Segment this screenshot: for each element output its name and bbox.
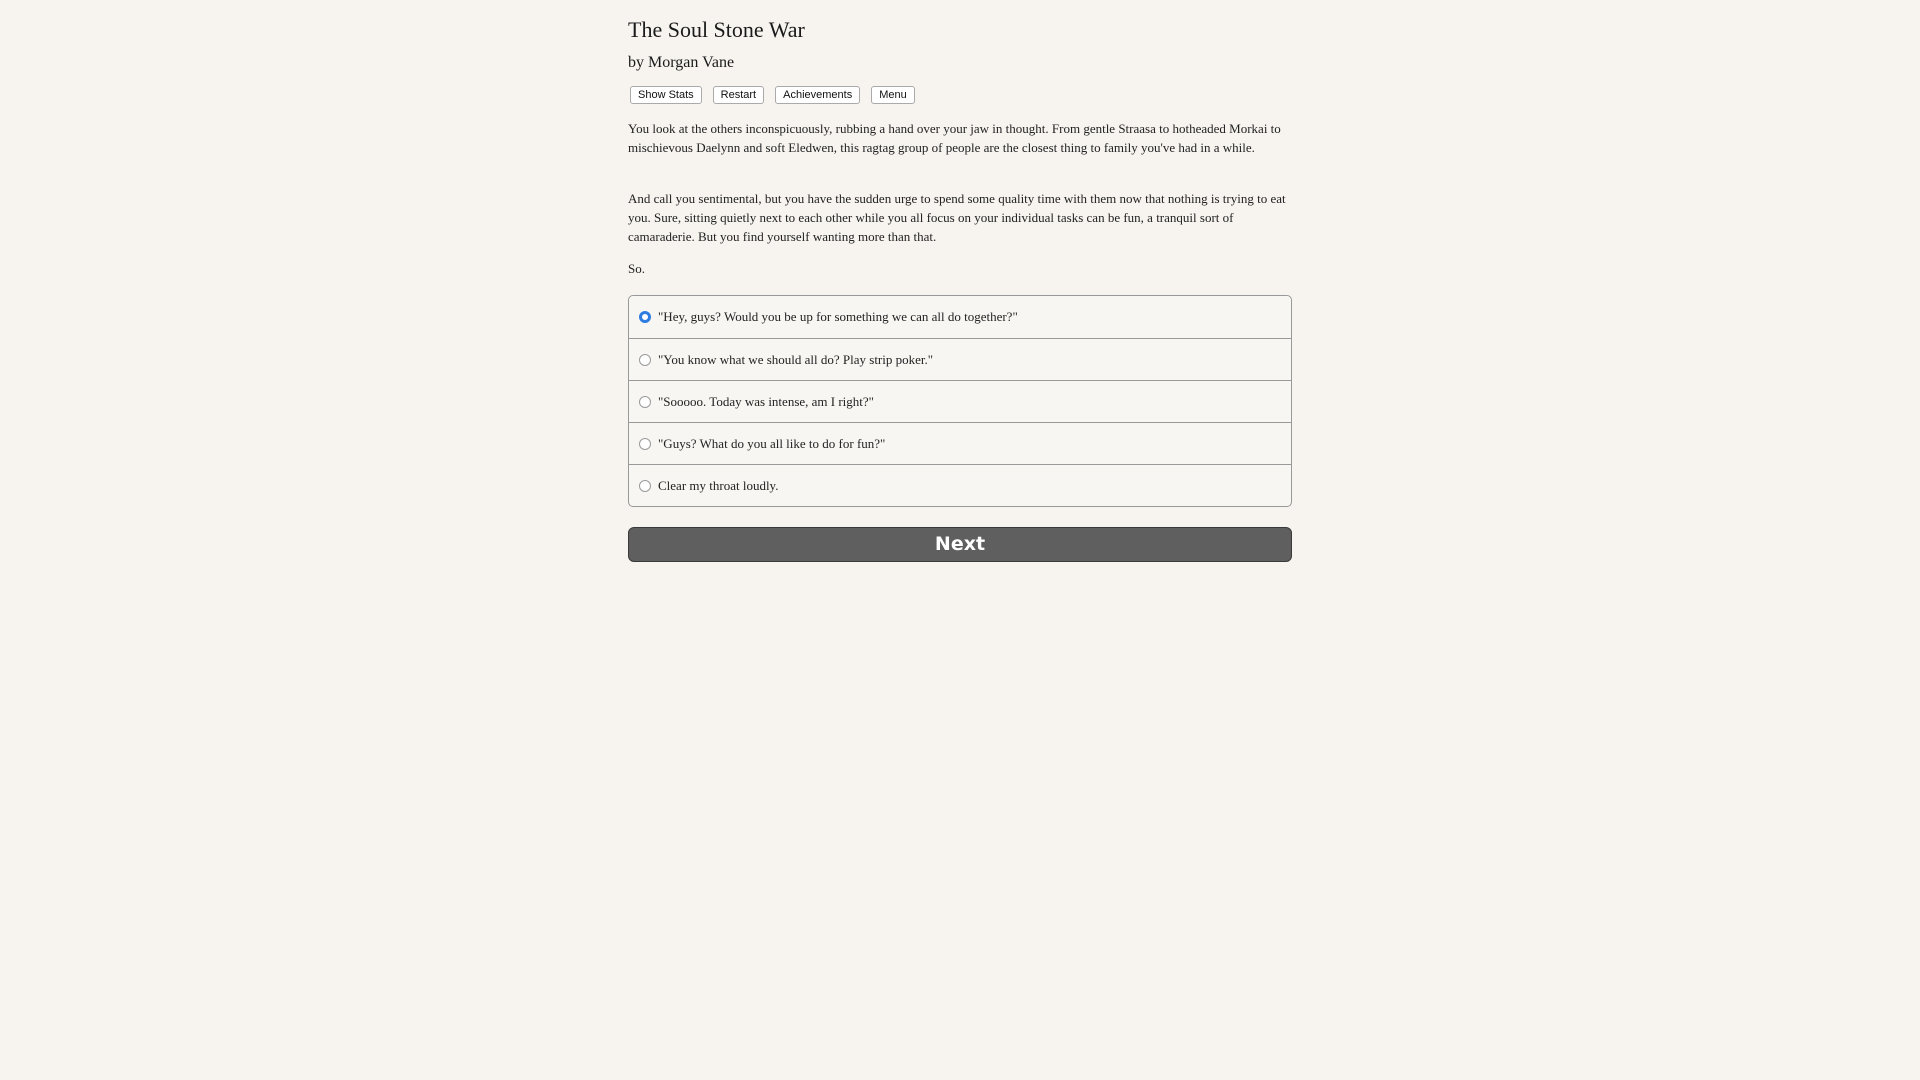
toolbar bbox=[630, 86, 926, 104]
choice-option[interactable] bbox=[629, 338, 1291, 380]
choice-option[interactable] bbox=[629, 464, 1291, 506]
choice-option[interactable] bbox=[629, 422, 1291, 464]
radio-button[interactable] bbox=[639, 311, 651, 323]
choice-label: Clear my throat loudly. bbox=[658, 477, 779, 493]
choice-label: "Sooooo. Today was intense, am I right?" bbox=[658, 393, 874, 409]
choice-label: "You know what we should all do? Play strip poker." bbox=[658, 351, 934, 367]
story-paragraph: You look at the others inconspicuously, rubbing a hand over your jaw in thought. From gentle Straasa to hotheaded Morkai to mischievous Daelynn and soft Eledwen, this ragtag group of people are the closest thing to family you've had in a while. bbox=[628, 121, 1281, 155]
show-stats-button[interactable]: Show Stats bbox=[630, 86, 702, 104]
restart-button[interactable]: Restart bbox=[713, 86, 764, 104]
radio-button[interactable] bbox=[639, 396, 651, 408]
achievements-button[interactable]: Achievements bbox=[775, 86, 860, 104]
radio-button[interactable] bbox=[639, 480, 651, 492]
game-author: by Morgan Vane bbox=[628, 54, 735, 71]
choice-label: "Guys? What do you all like to do for fun?" bbox=[658, 435, 886, 451]
menu-button[interactable]: Menu bbox=[871, 86, 915, 104]
game-title: The Soul Stone War bbox=[628, 17, 805, 42]
choice-option[interactable] bbox=[629, 296, 1291, 338]
story-paragraph: So. bbox=[628, 261, 645, 276]
choice-label: "Hey, guys? Would you be up for something we can all do together?" bbox=[658, 309, 1018, 324]
story-paragraph: And call you sentimental, but you have the sudden urge to spend some quality time with them now that nothing is trying to eat you. Sure, sitting quietly next to each other while you all focus on your individual tasks can be fun, a tranquil sort of camaraderie. But you find yourself wanting more than that. bbox=[628, 191, 1286, 244]
radio-button[interactable] bbox=[639, 354, 651, 366]
next-button[interactable]: Next bbox=[628, 527, 1292, 562]
choice-option[interactable] bbox=[629, 380, 1291, 422]
choice-list bbox=[628, 295, 1292, 507]
radio-button[interactable] bbox=[639, 438, 651, 450]
story-text bbox=[628, 119, 1292, 290]
